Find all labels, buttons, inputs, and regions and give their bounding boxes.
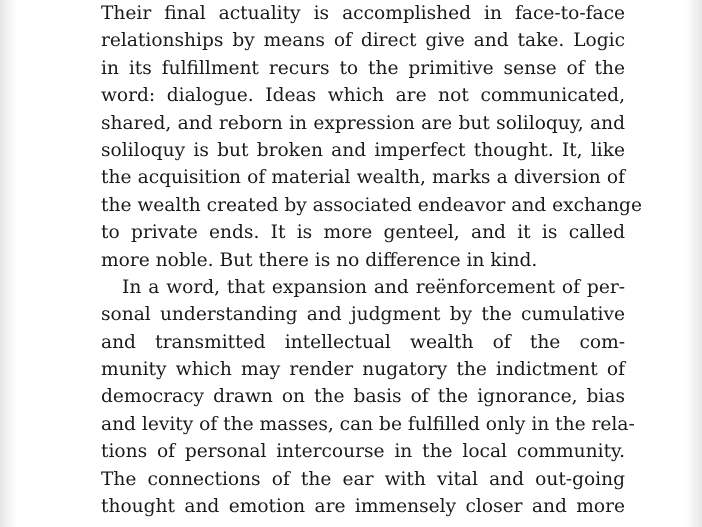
text-line-19: thought and emotion are immensely closer and more bbox=[101, 496, 625, 518]
text-line-3: in its fulfillment recurs to the primitive sense of the bbox=[101, 57, 625, 79]
text-line-8: the wealth created by associated endeavor and exchange bbox=[101, 194, 642, 216]
text-line-18: The connections of the ear with vital and out-going bbox=[101, 468, 625, 490]
text-line-14: munity which may render nugatory the indictment of bbox=[101, 359, 625, 381]
text-line-1: Their final actuality is accomplished in face-to-face bbox=[101, 3, 625, 24]
text-line-15: democracy drawn on the basis of the ignorance, bias bbox=[101, 386, 625, 408]
text-line-6: soliloquy is but broken and imperfect thought. It, like bbox=[101, 139, 625, 161]
page-right-shadow bbox=[686, 0, 702, 527]
body-text bbox=[101, 0, 642, 520]
text-line-5: shared, and reborn in expression are but soliloquy, and bbox=[101, 112, 625, 134]
text-line-11: In a word, that expansion and reënforcement of per- bbox=[122, 276, 625, 298]
text-line-4: word: dialogue. Ideas which are not communicated, bbox=[101, 85, 625, 107]
text-line-9: to private ends. It is more genteel, and it is called bbox=[101, 222, 625, 244]
page-left-shadow bbox=[0, 0, 16, 527]
text-line-7: the acquisition of material wealth, marks a diversion of bbox=[101, 167, 625, 189]
text-line-13: and transmitted intellectual wealth of the com- bbox=[101, 331, 625, 353]
text-line-12: sonal understanding and judgment by the cumulative bbox=[101, 304, 625, 326]
text-line-10: more noble. But there is no difference in kind. bbox=[101, 249, 538, 271]
text-line-2: relationships by means of direct give and take. Logic bbox=[101, 30, 625, 52]
text-line-16: and levity of the masses, can be fulfilled only in the rela- bbox=[101, 413, 635, 435]
text-line-17: tions of personal intercourse in the local community. bbox=[101, 441, 625, 463]
